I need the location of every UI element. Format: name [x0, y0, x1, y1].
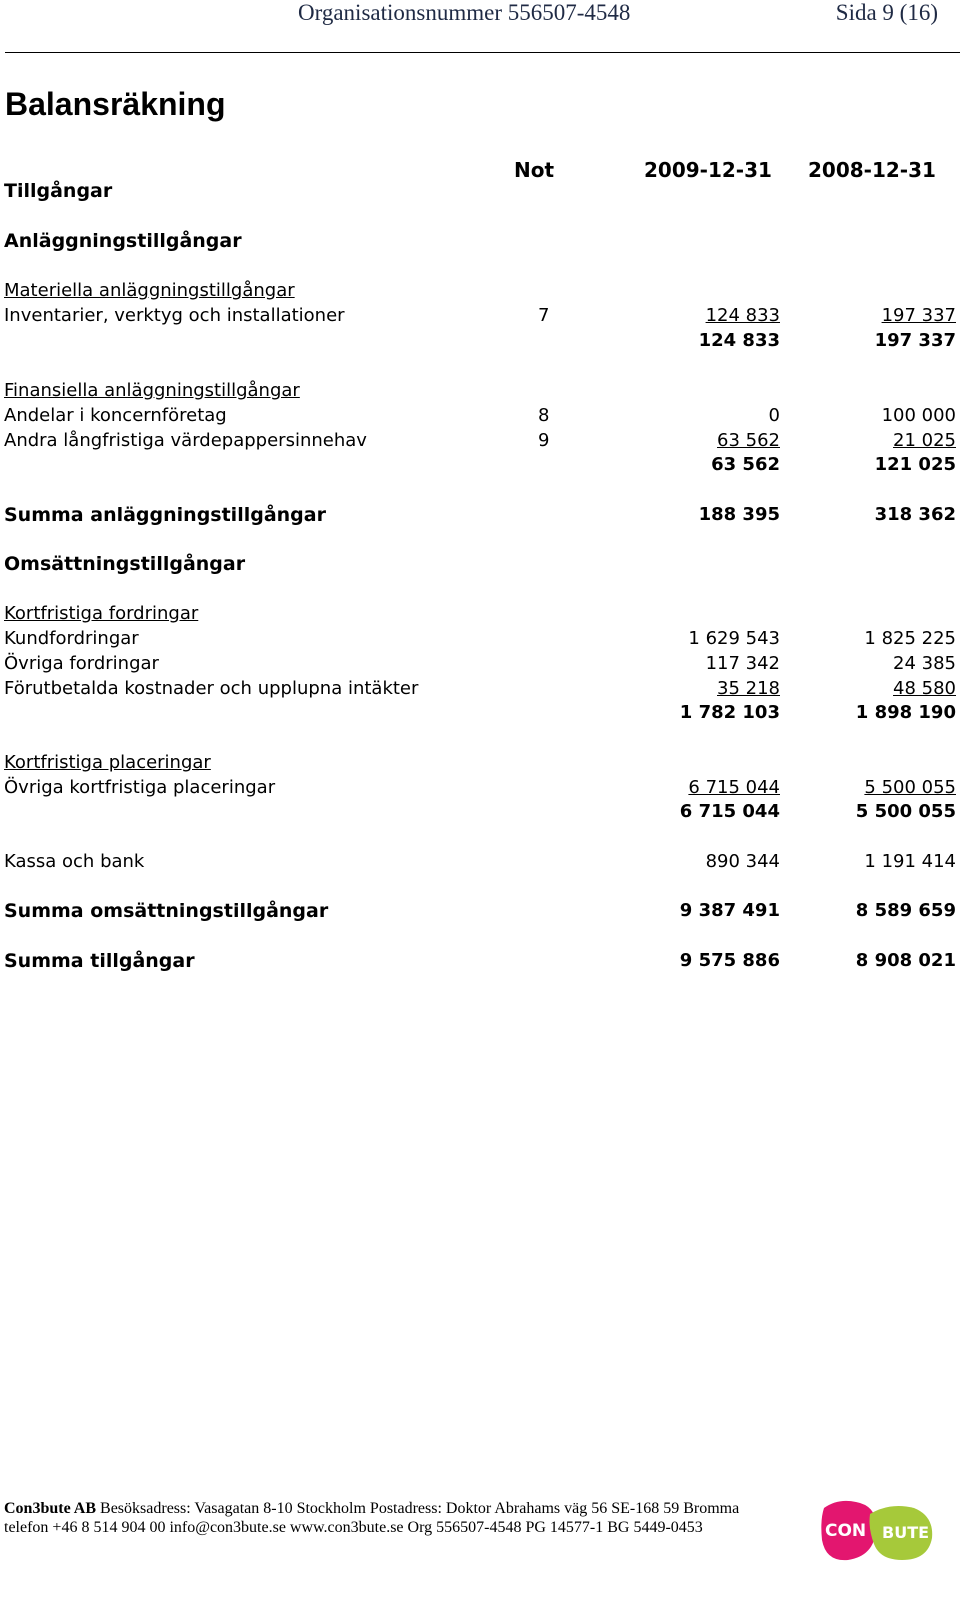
- subtotal-materiella: [0, 330, 960, 354]
- row-label: Förutbetalda kostnader och upplupna intäkter: [4, 678, 419, 699]
- page-title: Balansräkning: [5, 86, 226, 122]
- footer-address: Besöksadress: Vasagatan 8-10 Stockholm Postadress: Doktor Abrahams väg 56 SE-168 59 Bromma: [96, 1500, 740, 1517]
- logo-text-left: CON: [825, 1521, 867, 1541]
- subtotal-placeringar: [0, 801, 960, 825]
- section-label: Anläggningstillgångar: [4, 230, 242, 252]
- subsection-label: Kortfristiga fordringar: [4, 603, 199, 624]
- row-value-2009: 6 715 044: [688, 777, 780, 798]
- row-value-2008: 100 000: [881, 405, 956, 426]
- total-label: Summa omsättningstillgångar: [4, 900, 329, 922]
- row-value-2008: 24 385: [893, 653, 956, 674]
- subsection-materiella: [0, 280, 960, 304]
- row-value-2008: 48 580: [893, 678, 956, 699]
- total-anlaggning: [0, 504, 960, 528]
- section-tillgangar: [0, 180, 960, 204]
- subtotal-value-2008: 5 500 055: [855, 801, 956, 822]
- row-note: 9: [538, 430, 550, 451]
- subtotal-finansiella: [0, 454, 960, 478]
- section-label: Omsättningstillgångar: [4, 553, 246, 575]
- row-andelar: [0, 405, 960, 429]
- subtotal-value-2009: 6 715 044: [679, 801, 780, 822]
- subsection-label: Finansiella anläggningstillgångar: [4, 380, 300, 401]
- total-value-2008: 8 589 659: [855, 900, 956, 921]
- subsection-label: Materiella anläggningstillgångar: [4, 280, 295, 301]
- row-value-2009: 117 342: [705, 653, 780, 674]
- total-value-2008: 318 362: [874, 504, 956, 525]
- subtotal-value-2009: 124 833: [698, 330, 780, 351]
- row-label: Kundfordringar: [4, 628, 139, 649]
- subsection-finansiella: [0, 380, 960, 404]
- row-label: Andra långfristiga värdepappersinnehav: [4, 430, 367, 451]
- row-kassa-bank: [0, 851, 960, 875]
- section-omsattning: [0, 553, 960, 577]
- row-value-2009: 124 833: [705, 305, 780, 326]
- subtotal-fordringar: [0, 702, 960, 726]
- row-forutbetalda: [0, 678, 960, 702]
- total-label: Summa anläggningstillgångar: [4, 504, 326, 526]
- logo-text-right: BUTE: [882, 1523, 930, 1542]
- section-anlaggning: [0, 230, 960, 254]
- row-ovriga-fordringar: [0, 653, 960, 677]
- subsection-kortfristiga-fordringar: [0, 603, 960, 627]
- company-logo: [818, 1496, 938, 1566]
- header-divider: [5, 52, 960, 53]
- row-label: Kassa och bank: [4, 851, 145, 872]
- subsection-kortfristiga-placeringar: [0, 752, 960, 776]
- subtotal-value-2008: 121 025: [874, 454, 956, 475]
- row-kundfordringar: [0, 628, 960, 652]
- note-column-header: Not: [514, 158, 555, 182]
- row-andra-vardepapper: [0, 430, 960, 454]
- year1-column-header: 2009-12-31: [644, 158, 772, 182]
- row-value-2008: 21 025: [893, 430, 956, 451]
- page-number: Sida 9 (16): [835, 0, 938, 25]
- total-label: Summa tillgångar: [4, 950, 195, 972]
- total-value-2008: 8 908 021: [855, 950, 956, 971]
- total-value-2009: 9 387 491: [679, 900, 780, 921]
- section-label: Tillgångar: [4, 180, 113, 202]
- row-label: Övriga kortfristiga placeringar: [4, 777, 276, 798]
- total-omsattning: [0, 900, 960, 924]
- total-tillgangar: [0, 950, 960, 974]
- subsection-label: Kortfristiga placeringar: [4, 752, 211, 773]
- row-value-2009: 1 629 543: [688, 628, 780, 649]
- row-ovriga-placeringar: [0, 777, 960, 801]
- row-inventarier: [0, 305, 960, 329]
- footer-contact-line: telefon +46 8 514 904 00 info@con3bute.se www.con3bute.se Org 556507-4548 PG 14577-1 BG 5449-0453: [4, 1519, 703, 1536]
- row-note: 8: [538, 405, 550, 426]
- logo-graphic: [818, 1496, 938, 1566]
- row-value-2009: 35 218: [717, 678, 780, 699]
- row-label: Andelar i koncernföretag: [4, 405, 227, 426]
- total-value-2009: 9 575 886: [679, 950, 780, 971]
- subtotal-value-2008: 1 898 190: [855, 702, 956, 723]
- footer-address-line: [4, 1500, 739, 1518]
- row-value-2008: 1 191 414: [864, 851, 956, 872]
- total-value-2009: 188 395: [698, 504, 780, 525]
- subtotal-value-2008: 197 337: [874, 330, 956, 351]
- row-value-2008: 1 825 225: [864, 628, 956, 649]
- row-value-2009: 0: [768, 405, 780, 426]
- year2-column-header: 2008-12-31: [808, 158, 936, 182]
- row-value-2009: 890 344: [705, 851, 780, 872]
- footer-company: Con3bute AB: [4, 1500, 97, 1517]
- row-note: 7: [538, 305, 550, 326]
- row-value-2008: 5 500 055: [864, 777, 956, 798]
- org-number-header: Organisationsnummer 556507-4548: [298, 0, 631, 25]
- row-value-2009: 63 562: [717, 430, 780, 451]
- row-label: Inventarier, verktyg och installationer: [4, 305, 345, 326]
- subtotal-value-2009: 1 782 103: [679, 702, 780, 723]
- row-label: Övriga fordringar: [4, 653, 159, 674]
- subtotal-value-2009: 63 562: [711, 454, 780, 475]
- row-value-2008: 197 337: [881, 305, 956, 326]
